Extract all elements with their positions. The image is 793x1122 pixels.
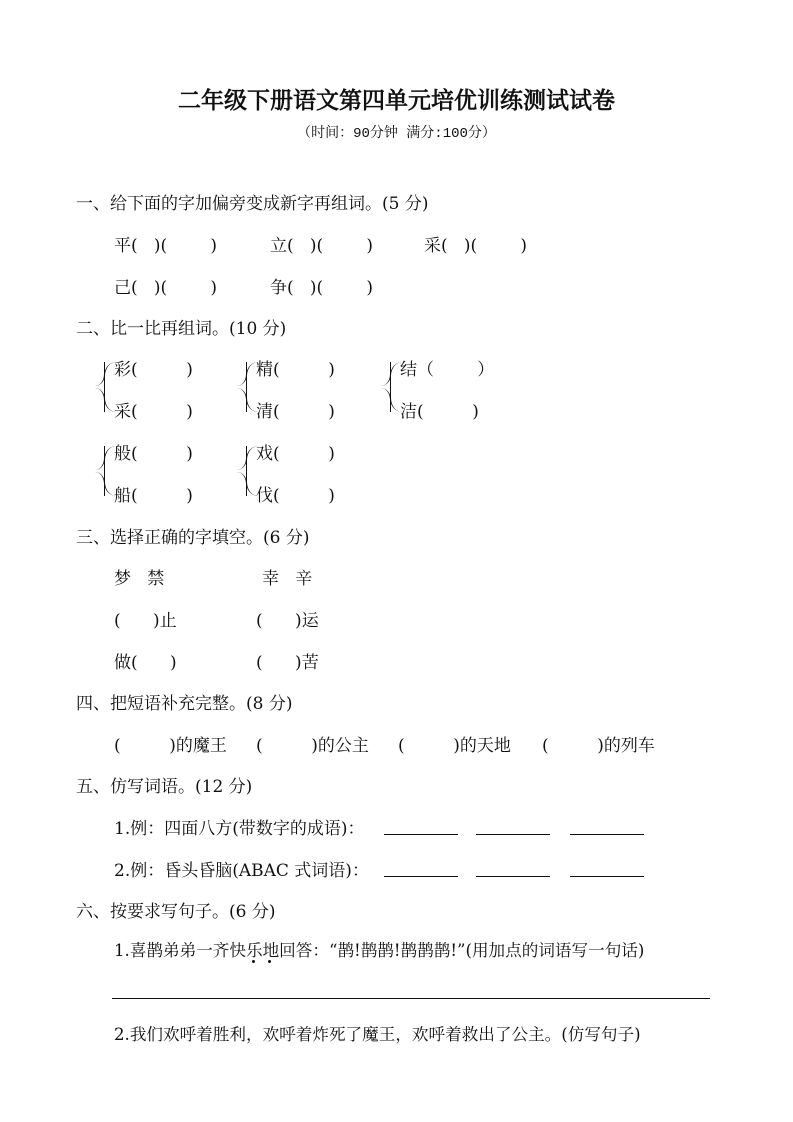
- section-3-heading: 三、选择正确的字填空。(6 分): [76, 528, 310, 548]
- s2-g2-word-1: 精( ): [256, 360, 335, 380]
- s6-item-1: 1.喜鹊弟弟一齐快乐地回答：“鹊!鹊鹊!鹊鹊鹊!”(用加点的词语写一句话): [114, 941, 645, 960]
- s1-item-zheng: 争( )( ): [270, 278, 373, 298]
- answer-line[interactable]: [112, 998, 710, 999]
- section-2-heading: 二、比一比再组词。(10 分): [76, 319, 287, 339]
- s2-g4-word-2: 船( ): [114, 486, 193, 506]
- answer-blank[interactable]: [384, 876, 458, 877]
- s3-left-item-2: 做( ): [114, 653, 177, 673]
- s4-item-3: ( )的天地: [398, 736, 511, 756]
- s1-item-ji: 己( )( ): [114, 278, 217, 298]
- s3-right-options: 幸 辛: [262, 569, 313, 589]
- section-1-heading: 一、给下面的字加偏旁变成新字再组词。(5 分): [76, 194, 429, 214]
- s2-g3-word-1: 结（ ）: [400, 360, 495, 380]
- s5-item-1: 1.例：四面八方(带数字的成语)：: [114, 819, 365, 839]
- exam-info: （时间：90分钟 满分:100分）: [297, 126, 496, 142]
- answer-blank[interactable]: [570, 876, 644, 877]
- s4-item-4: ( )的列车: [542, 736, 655, 756]
- s2-g5-word-2: 伐( ): [256, 486, 335, 506]
- s3-left-options: 梦 禁: [114, 569, 165, 589]
- s1-item-ping: 平( )( ): [114, 236, 217, 256]
- s2-g5-word-1: 戏( ): [256, 444, 335, 464]
- s4-item-1: ( )的魔王: [114, 736, 227, 756]
- s3-right-item-2: ( )苦: [256, 653, 319, 673]
- answer-blank[interactable]: [476, 876, 550, 877]
- s1-item-cai: 采( )( ): [424, 236, 527, 256]
- section-4-heading: 四、把短语补充完整。(8 分): [76, 694, 293, 714]
- s3-right-item-1: ( )运: [256, 611, 319, 631]
- answer-blank[interactable]: [570, 834, 644, 835]
- emphasis-dot: [252, 960, 255, 963]
- s1-item-li: 立( )( ): [270, 236, 373, 256]
- s2-g4-word-1: 般( ): [114, 444, 193, 464]
- section-6-heading: 六、按要求写句子。(6 分): [76, 902, 276, 922]
- s2-g2-word-2: 清( ): [256, 402, 335, 422]
- s2-g3-word-2: 洁( ): [400, 402, 479, 422]
- page-title: 二年级下册语文第四单元培优训练测试试卷: [178, 88, 615, 114]
- emphasis-dot: [268, 960, 271, 963]
- section-5-heading: 五、仿写词语。(12 分): [76, 777, 253, 797]
- s6-item-2: 2.我们欢呼着胜利，欢呼着炸死了魔王，欢呼着救出了公主。(仿写句子): [114, 1025, 641, 1044]
- s5-item-2: 2.例：昏头昏脑(ABAC 式词语)：: [114, 861, 369, 881]
- answer-blank[interactable]: [384, 834, 458, 835]
- s4-item-2: ( )的公主: [256, 736, 369, 756]
- answer-blank[interactable]: [476, 834, 550, 835]
- s3-left-item-1: ( )止: [114, 611, 177, 631]
- s2-g1-word-1: 彩( ): [114, 360, 193, 380]
- s2-g1-word-2: 采( ): [114, 402, 193, 422]
